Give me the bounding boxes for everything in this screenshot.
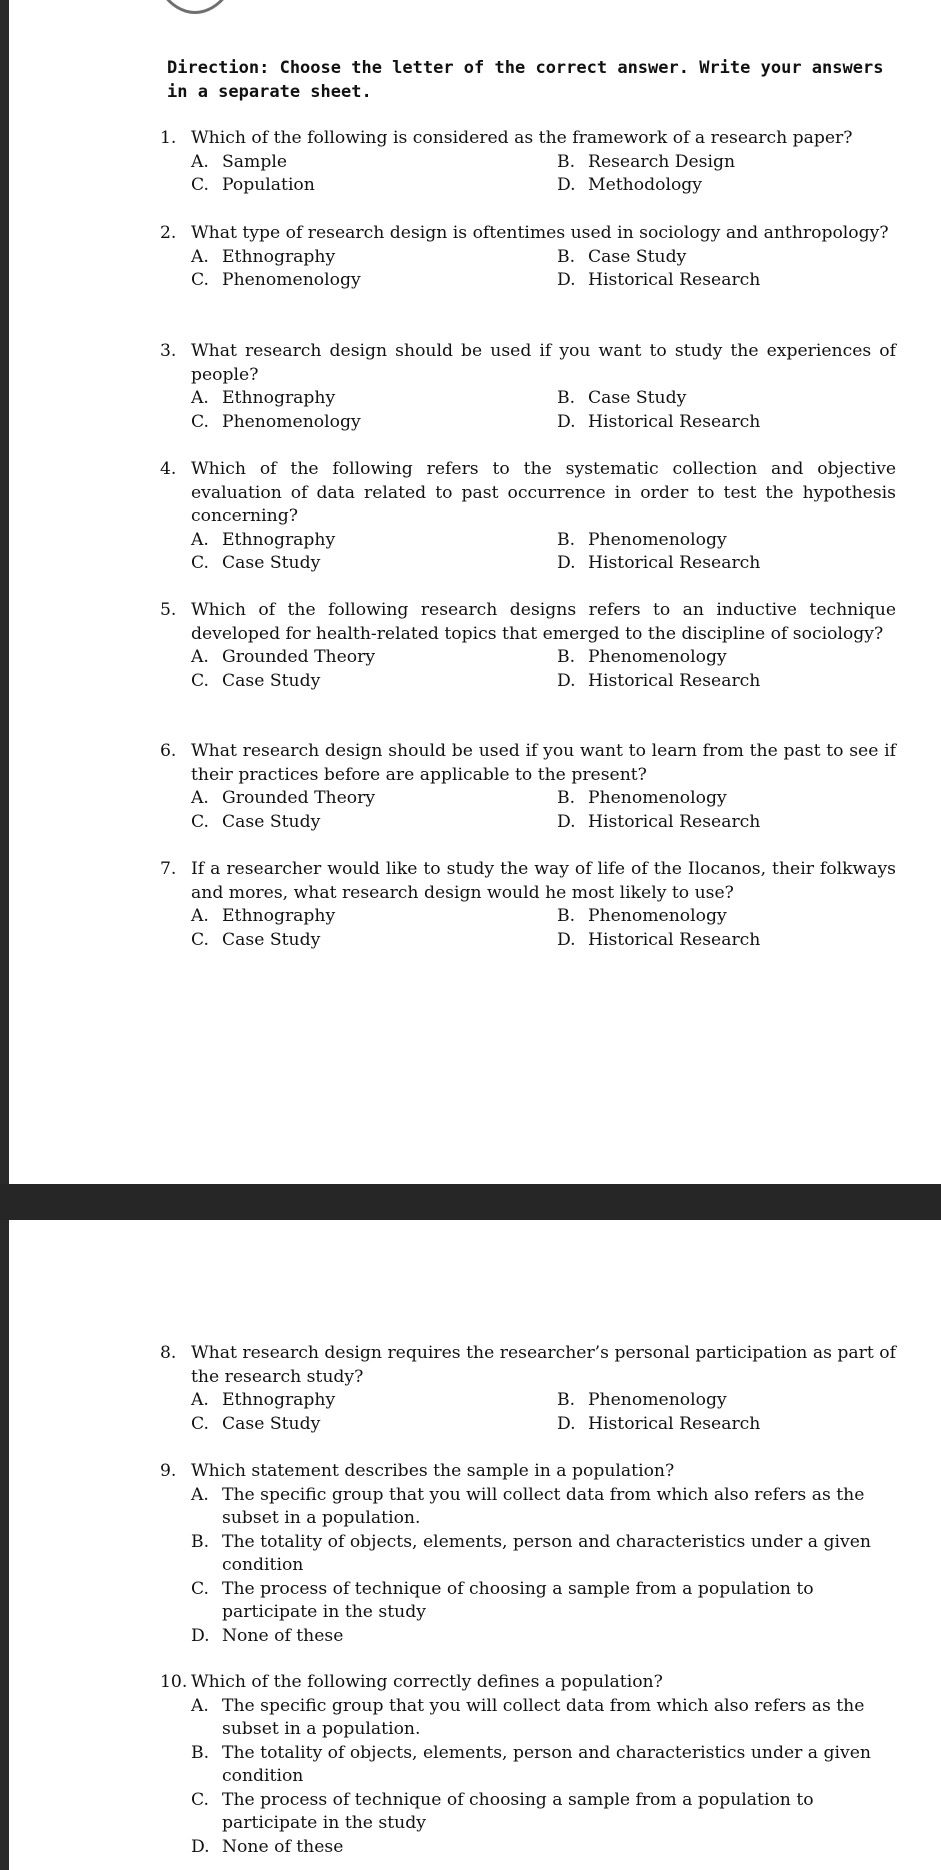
option-b: B. Case Study bbox=[557, 388, 687, 408]
option-d: D. Historical Research bbox=[557, 411, 761, 432]
question-text: What research design requires the researcher’s personal participation as part of the research study? bbox=[191, 1343, 896, 1387]
option-b: B. Phenomenology bbox=[557, 906, 727, 926]
option-a: A. Ethnography bbox=[191, 246, 336, 267]
question-text: What type of research design is oftentimes used in sociology and anthropology? bbox=[191, 223, 889, 243]
question-number: 1. bbox=[160, 128, 177, 148]
question-number: 7. bbox=[160, 859, 177, 879]
question-8 bbox=[160, 1342, 896, 1436]
question-10 bbox=[160, 1671, 896, 1859]
option-c: C. Population bbox=[191, 175, 315, 195]
option-c: C. The process of technique of choosing a sample from a population to participate in the study bbox=[191, 1578, 814, 1622]
question-2 bbox=[160, 222, 896, 293]
option-a: A. Grounded Theory bbox=[191, 647, 376, 667]
option-c: C. Phenomenology bbox=[191, 270, 361, 290]
question-number: 4. bbox=[160, 459, 177, 479]
option-b: B. The totality of objects, elements, person and characteristics under a given condition bbox=[191, 1531, 871, 1575]
question-5 bbox=[160, 599, 896, 693]
question-number: 8. bbox=[160, 1343, 177, 1363]
left-edge-bar bbox=[0, 0, 9, 1870]
question-text: Which of the following is considered as the framework of a research paper? bbox=[191, 128, 853, 148]
question-text: Which of the following refers to the systematic collection and objective evaluation of data related to past occurrence in order to test the hypothesis concerning? bbox=[191, 459, 896, 526]
option-d: D. Historical Research bbox=[557, 1413, 761, 1434]
option-c: C. Case Study bbox=[191, 670, 321, 691]
option-b: B. Phenomenology bbox=[557, 788, 727, 808]
option-a: A. Ethnography bbox=[191, 906, 336, 926]
option-b: B. Phenomenology bbox=[557, 529, 727, 550]
question-text: If a researcher would like to study the way of life of the Ilocanos, their folkways and mores, what research design would he most likely to use? bbox=[191, 859, 896, 903]
question-text: Which statement describes the sample in a population? bbox=[191, 1461, 675, 1481]
option-c: C. Case Study bbox=[191, 811, 321, 832]
question-text: What research design should be used if you want to learn from the past to see if their practices before are applicable to the present? bbox=[191, 741, 896, 785]
question-text: What research design should be used if you want to study the experiences of people? bbox=[191, 341, 896, 385]
option-b: B. Phenomenology bbox=[557, 647, 727, 667]
option-b: B. Research Design bbox=[557, 151, 736, 172]
question-number: 10. bbox=[160, 1672, 188, 1692]
question-number: 6. bbox=[160, 741, 177, 761]
question-number: 2. bbox=[160, 223, 177, 243]
option-d: D. Historical Research bbox=[557, 270, 761, 290]
option-c: C. Phenomenology bbox=[191, 411, 361, 432]
option-d: D. Methodology bbox=[557, 175, 703, 195]
option-c: C. The process of technique of choosing a sample from a population to participate in the study bbox=[191, 1789, 814, 1833]
option-d: D. Historical Research bbox=[557, 553, 761, 573]
option-b: B. The totality of objects, elements, person and characteristics under a given condition bbox=[191, 1742, 871, 1786]
option-b: B. Case Study bbox=[557, 246, 687, 267]
option-c: C. Case Study bbox=[191, 553, 321, 573]
option-a: A. Ethnography bbox=[191, 1390, 336, 1410]
option-d: D. None of these bbox=[191, 1836, 344, 1857]
option-a: A. The specific group that you will collect data from which also refers as the subset in a population. bbox=[191, 1695, 865, 1739]
option-a: A. The specific group that you will collect data from which also refers as the subset in a population. bbox=[191, 1484, 865, 1528]
question-text: Which of the following correctly defines a population? bbox=[191, 1672, 663, 1692]
question-text: Which of the following research designs refers to an inductive technique developed for health-related topics that emerged to the discipline of sociology? bbox=[191, 600, 896, 644]
question-9 bbox=[160, 1460, 896, 1648]
option-b: B. Phenomenology bbox=[557, 1390, 727, 1410]
option-c: C. Case Study bbox=[191, 929, 321, 950]
question-6 bbox=[160, 740, 896, 834]
question-number: 3. bbox=[160, 341, 177, 361]
option-a: A. Ethnography bbox=[191, 529, 336, 550]
question-number: 5. bbox=[160, 600, 177, 620]
option-a: A. Ethnography bbox=[191, 388, 336, 408]
logo-arc bbox=[148, 0, 242, 14]
option-a: A. Sample bbox=[191, 151, 287, 172]
direction-text: Direction: Choose the letter of the correct answer. Write your answers in a separate sheet. bbox=[167, 58, 884, 102]
option-d: D. Historical Research bbox=[557, 670, 761, 691]
question-3 bbox=[160, 340, 896, 434]
question-7 bbox=[160, 858, 896, 952]
option-c: C. Case Study bbox=[191, 1413, 321, 1434]
question-4 bbox=[160, 458, 896, 576]
option-d: D. None of these bbox=[191, 1625, 344, 1646]
question-number: 9. bbox=[160, 1461, 177, 1481]
option-d: D. Historical Research bbox=[557, 811, 761, 832]
option-a: A. Grounded Theory bbox=[191, 788, 376, 808]
page-divider bbox=[0, 1184, 941, 1220]
option-d: D. Historical Research bbox=[557, 929, 761, 950]
question-1 bbox=[160, 127, 896, 198]
